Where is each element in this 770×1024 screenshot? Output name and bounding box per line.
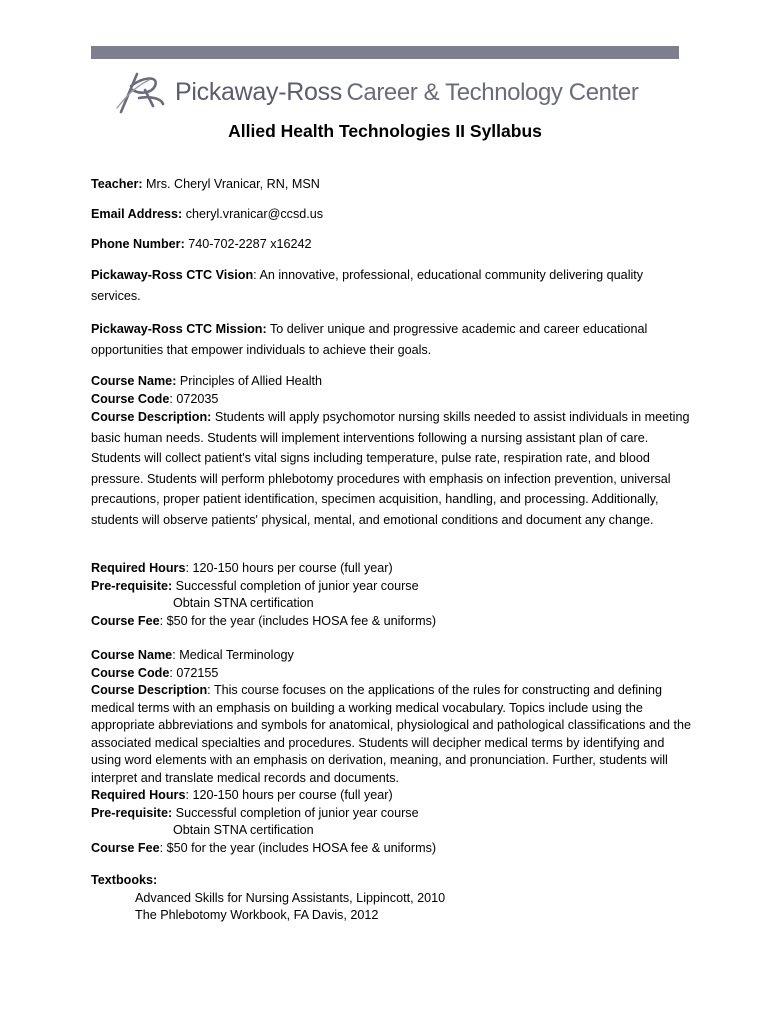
course2-code-value: : 072155 [169, 665, 219, 680]
course1-section [91, 373, 691, 530]
pr-monogram-icon [115, 68, 167, 114]
course1-name-label: Course Name: [91, 374, 177, 388]
vision-paragraph [91, 265, 651, 306]
textbook-item: Advanced Skills for Nursing Assistants, Lippincott, 2010 [135, 890, 446, 905]
mission-label: Pickaway-Ross CTC Mission: [91, 322, 267, 336]
teacher-value: Mrs. Cheryl Vranicar, RN, MSN [142, 177, 320, 191]
course2-prereq-value: Successful completion of junior year course [172, 805, 419, 820]
course1-desc-value: Students will apply psychomotor nursing skills needed to assist individuals in meeting basic human needs. Students will implement interventions following a nursing assistant plan of care. Students will collect patient's vital signs including temperature, pulse rate, respiration rate, and blood pressure. Students will perform phlebotomy procedures with emphasis on infection prevention, universal precautions, proper patient identification, specimen acquisition, handling, and processing. Additionally, students will observe patients' physical, mental, and emotional conditions and document any change. [91, 410, 690, 527]
page-title: Allied Health Technologies II Syllabus [228, 121, 542, 141]
course1-prereq-value2: Obtain STNA certification [173, 596, 314, 610]
course1-prereq-label: Pre-requisite: [91, 578, 173, 593]
course1-name-value: Principles of Allied Health [176, 374, 322, 388]
textbooks-label: Textbooks: [91, 873, 158, 887]
course1-hours-value: : 120-150 hours per course (full year) [185, 561, 393, 575]
course2-name-label: Course Name [91, 648, 173, 662]
course1-fee-label: Course Fee [91, 613, 160, 628]
phone-label: Phone Number: [91, 237, 185, 251]
course2-fee-value: : $50 for the year (includes HOSA fee & uniforms) [159, 840, 437, 855]
course2-hours-label: Required Hours [91, 788, 186, 802]
course2-prereq-value2: Obtain STNA certification [173, 823, 314, 837]
phone-value: 740-702-2287 x16242 [184, 237, 312, 251]
logo-subtitle: Career & Technology Center [346, 79, 639, 106]
vision-label: Pickaway-Ross CTC Vision [91, 268, 254, 282]
school-logo [115, 68, 675, 114]
course1-desc-label: Course Description: [91, 410, 212, 424]
course1-details [91, 560, 691, 630]
logo-text [175, 78, 638, 107]
mission-paragraph [91, 319, 651, 360]
email-label: Email Address: [91, 207, 183, 221]
course2-desc-label: Course Description [91, 683, 208, 697]
phone-line [91, 236, 691, 254]
course2-section [91, 647, 691, 857]
course2-desc-value: : This course focuses on the applications of the rules for constructing and defining medical terms with an emphasis on building a working medical vocabulary. Topics include using the appropriate abbreviations and symbols for anatomical, physiological and pathological classifications and the associated medical specialties and procedures. Students will decipher medical terms by identifying and using word elements with an emphasis on derivation, meaning, and pronunciation. Further, students will interpret and translate medical records and documents. [91, 683, 691, 785]
logo-name: Pickaway-Ross [175, 78, 342, 106]
course1-code-value: : 072035 [169, 391, 219, 406]
email-line [91, 206, 691, 224]
mission-text: To deliver unique and progressive academic and career educational opportunities that empower individuals to achieve their goals. [91, 322, 648, 357]
textbooks-section [91, 872, 691, 925]
header-bar [91, 46, 679, 59]
course2-prereq-label: Pre-requisite: [91, 805, 173, 820]
teacher-line [91, 176, 691, 194]
course1-hours-label: Required Hours [91, 561, 186, 575]
email-value: cheryl.vranicar@ccsd.us [182, 207, 324, 221]
course2-code-label: Course Code [91, 665, 170, 680]
course2-fee-label: Course Fee [91, 840, 160, 855]
vision-text: : An innovative, professional, educational community delivering quality services. [91, 268, 644, 303]
course2-name-value: : Medical Terminology [172, 648, 294, 662]
teacher-label: Teacher: [91, 177, 143, 191]
course1-code-label: Course Code [91, 391, 170, 406]
course1-fee-value: : $50 for the year (includes HOSA fee & uniforms) [159, 613, 437, 628]
course2-hours-value: : 120-150 hours per course (full year) [185, 788, 393, 802]
textbook-item: The Phlebotomy Workbook, FA Davis, 2012 [135, 908, 379, 922]
course1-prereq-value: Successful completion of junior year course [172, 578, 419, 593]
